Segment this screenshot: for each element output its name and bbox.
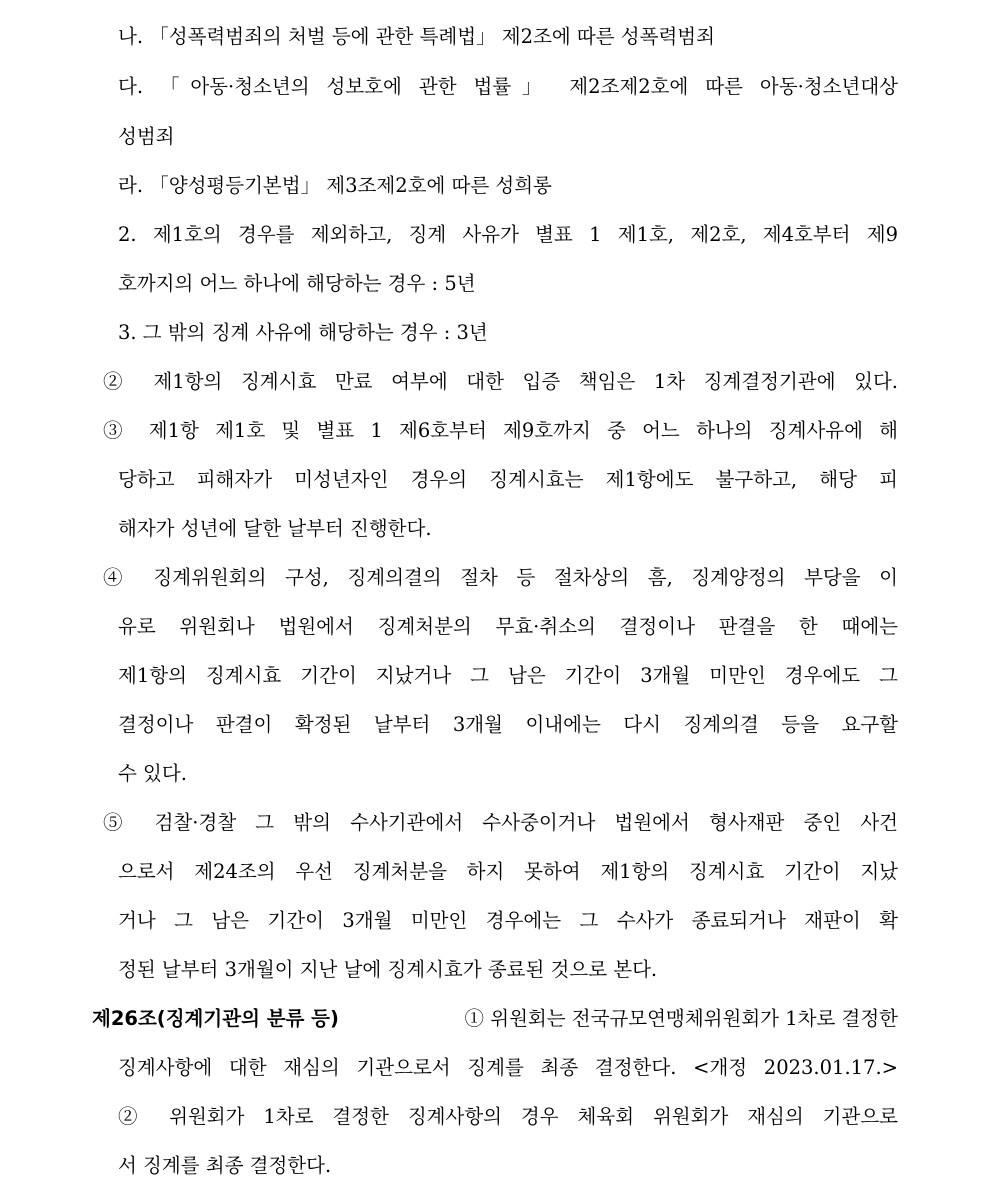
paragraph-4-line-2: 유로 위원회나 법원에서 징계처분의 무효·취소의 결정이나 판결을 한 때에는 xyxy=(118,615,898,638)
paragraph-5-line-2: 으로서 제24조의 우선 징계처분을 하지 못하여 제1항의 징계시효 기간이 지났 xyxy=(118,860,898,883)
item-da-continued: 성범죄 xyxy=(118,125,175,148)
clause-2: 2. 제1호의 경우를 제외하고, 징계 사유가 별표 1 제1호, 제2호, 제4호부터 제9 xyxy=(118,223,898,246)
paragraph-4-line-4: 결정이나 판결이 확정된 날부터 3개월 이내에는 다시 징계의결 등을 요구할 xyxy=(118,713,898,736)
paragraph-4-line-3: 제1항의 징계시효 기간이 지났거나 그 남은 기간이 3개월 미만인 경우에도 그 xyxy=(118,664,898,687)
paragraph-3-line-3: 해자가 성년에 달한 날부터 진행한다. xyxy=(118,517,432,540)
paragraph-3: ③ 제1항 제1호 및 별표 1 제6호부터 제9호까지 중 어느 하나의 징계사유에 해 xyxy=(103,419,898,442)
article-26-heading: 제26조(징계기관의 분류 등) xyxy=(92,1007,339,1030)
paragraph-4: ④ 징계위원회의 구성, 징계의결의 절차 등 절차상의 흠, 징계양정의 부당을 이 xyxy=(103,566,898,589)
paragraph-2: ② 제1항의 징계시효 만료 여부에 대한 입증 책임은 1차 징계결정기관에 있다. xyxy=(103,370,898,393)
item-da: 다. 「아동·청소년의 성보호에 관한 법률」 제2조제2호에 따른 아동·청소년대상 xyxy=(118,75,898,98)
paragraph-3-line-2: 당하고 피해자가 미성년자인 경우의 징계시효는 제1항에도 불구하고, 해당 피 xyxy=(118,468,898,491)
item-ra: 라. 「양성평등기본법」 제3조제2호에 따른 성희롱 xyxy=(118,174,552,197)
item-na: 나. 「성폭력범죄의 처벌 등에 관한 특례법」 제2조에 따른 성폭력범죄 xyxy=(118,25,715,48)
article-26-paragraph-2: ② 위원회가 1차로 결정한 징계사항의 경우 체육회 위원회가 재심의 기관으로 xyxy=(118,1105,898,1128)
paragraph-4-line-5: 수 있다. xyxy=(118,762,187,785)
clause-2-continued: 호까지의 어느 하나에 해당하는 경우 : 5년 xyxy=(118,272,476,295)
article-26-line-2: 징계사항에 대한 재심의 기관으로서 징계를 최종 결정한다. <개정 2023.01.17.> xyxy=(118,1056,898,1079)
paragraph-5-line-3: 거나 그 남은 기간이 3개월 미만인 경우에는 그 수사가 종료되거나 재판이 확 xyxy=(118,909,898,932)
article-26-paragraph-1: ① 위원회는 전국규모연맹체위원회가 1차로 결정한 xyxy=(464,1007,898,1030)
paragraph-5-line-4: 정된 날부터 3개월이 지난 날에 징계시효가 종료된 것으로 본다. xyxy=(118,958,658,981)
article-26-paragraph-2-line-2: 서 징계를 최종 결정한다. xyxy=(118,1154,332,1177)
article-26-line-1 xyxy=(92,1006,898,1032)
clause-3: 3. 그 밖의 징계 사유에 해당하는 경우 : 3년 xyxy=(118,321,488,344)
paragraph-5: ⑤ 검찰·경찰 그 밖의 수사기관에서 수사중이거나 법원에서 형사재판 중인 사건 xyxy=(103,811,898,834)
